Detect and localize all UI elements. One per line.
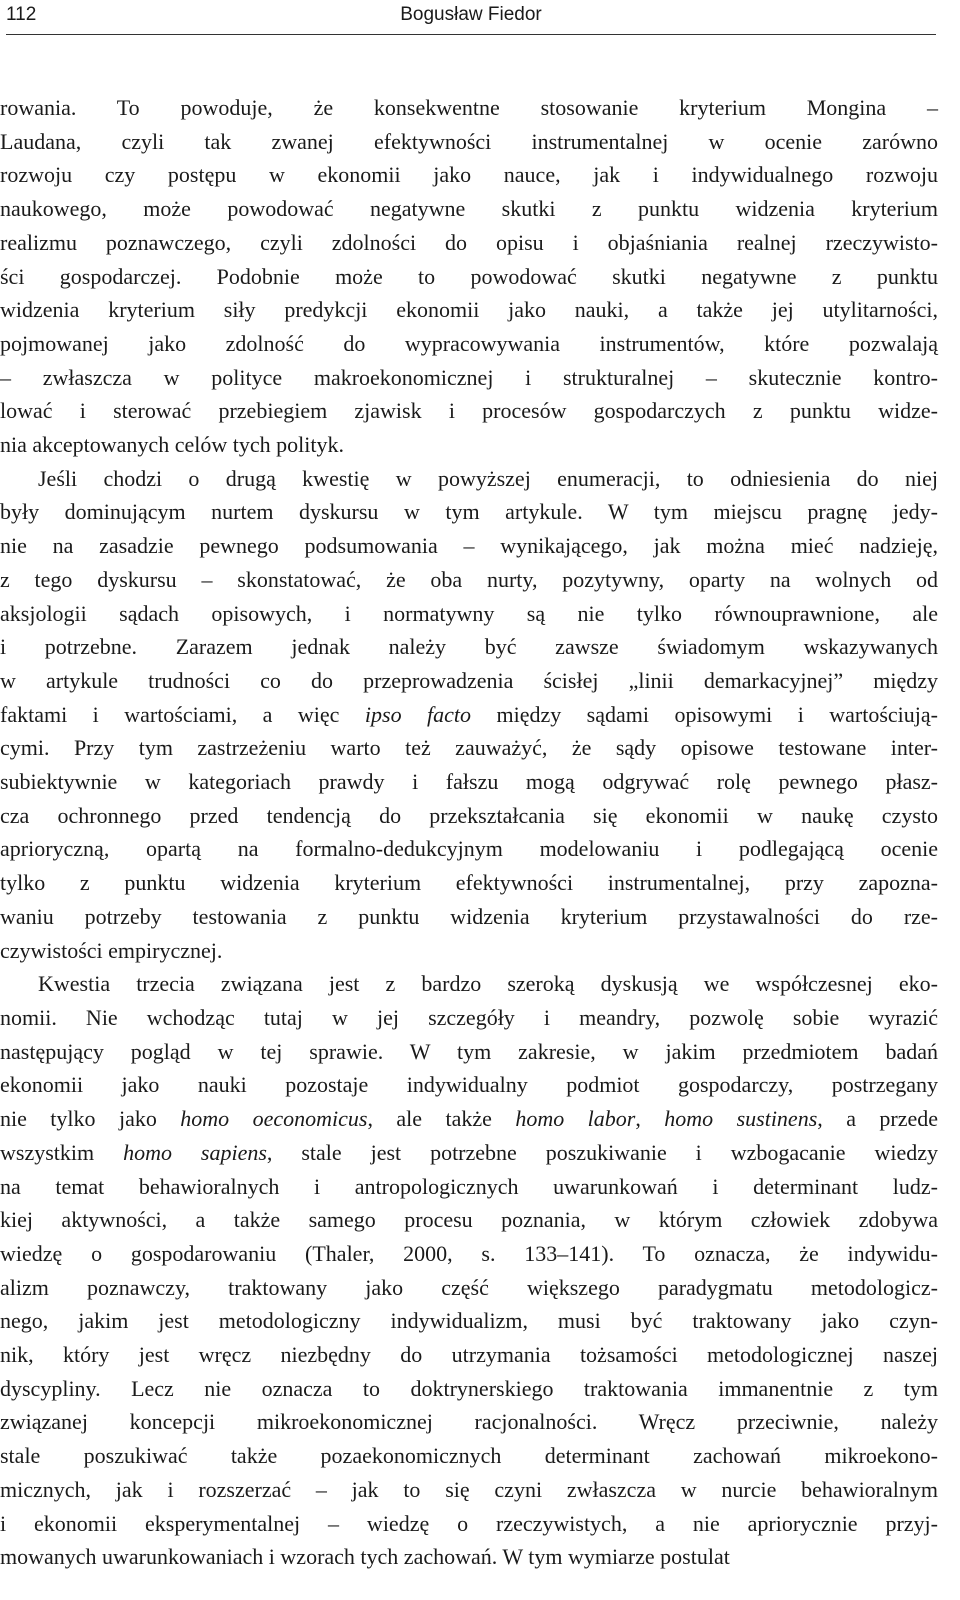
text-run: realizmu poznawczego, czyli zdolności do opisu i objaśniania realnej rzeczywisto-	[0, 229, 938, 255]
text-run: i potrzebne. Zarazem jednak należy być zawsze świadomym wskazywanych	[0, 634, 938, 660]
text-run: aprioryczną, opartą na formalno-dedukcyjnym modelowaniu i podlegającą ocenie	[0, 836, 938, 862]
text-line	[0, 832, 938, 866]
text-line	[0, 327, 938, 361]
text-line	[0, 495, 938, 529]
text-run: cza ochronnego przed tendencją do przekształcania się ekonomii w naukę czysto	[0, 802, 938, 828]
text-run: micznych, jak i rozszerzać – jak to się czyni zwłaszcza w nurcie behawioralnym	[0, 1476, 938, 1502]
text-line	[0, 1136, 938, 1170]
paragraph	[0, 91, 938, 462]
text-line	[0, 1271, 938, 1305]
text-run: następujący pogląd w tej sprawie. W tym zakresie, w jakim przedmiotem badań	[0, 1038, 938, 1064]
text-run: rowania. To powoduje, że konsekwentne stosowanie kryterium Mongina –	[0, 95, 938, 120]
text-line	[0, 1405, 938, 1439]
text-line	[0, 731, 938, 765]
text-line	[0, 226, 938, 260]
text-line	[0, 1170, 938, 1204]
text-run: wiedzę o gospodarowaniu (Thaler, 2000, s. 133–141). To oznacza, że indywidu-	[0, 1240, 938, 1266]
text-run: Kwestia trzecia związana jest z bardzo szeroką dyskusją we współczesnej eko-	[38, 971, 938, 997]
text-line	[0, 934, 938, 968]
running-head-author: Bogusław Fiedor	[400, 4, 542, 25]
text-line	[0, 1102, 938, 1136]
text-run: między sądami opisowymi i wartościują-	[471, 701, 938, 727]
text-line	[0, 260, 938, 294]
text-run: widzenia kryterium siły predykcji ekonomii jako nauki, a także jej utylitarności,	[0, 297, 938, 323]
text-line	[0, 361, 938, 395]
text-run: naukowego, może powodować negatywne skutki z punktu widzenia kryterium	[0, 196, 938, 222]
page-number: 112	[6, 4, 37, 25]
text-run: aksjologii sądach opisowych, i normatywny są nie tylko równouprawnione, ale	[0, 600, 938, 626]
text-line	[0, 1372, 938, 1406]
text-run: – zwłaszcza w polityce makroekonomicznej i strukturalnej – skutecznie kontro-	[0, 364, 938, 390]
text-line	[0, 462, 938, 496]
text-run: alizm poznawczy, traktowany jako część większego paradygmatu metodologicz-	[0, 1274, 938, 1300]
text-run: i ekonomii eksperymentalnej – wiedzę o rzeczywistych, a nie apriorycznie przyj-	[0, 1510, 938, 1536]
text-run: lować i sterować przebiegiem zjawisk i procesów gospodarczych z punktu widze-	[0, 398, 938, 424]
text-line	[0, 428, 938, 462]
running-head	[6, 2, 936, 32]
text-run: Jeśli chodzi o drugą kwestię w powyższej enumeracji, to odniesienia do niej	[38, 465, 938, 491]
paragraph	[0, 462, 938, 968]
text-line	[0, 967, 938, 1001]
text-run: cymi. Przy tym zastrzeżeniu warto też zauważyć, że sądy opisowe testowane inter-	[0, 735, 938, 761]
italic-term: ipso facto	[364, 701, 472, 727]
text-line	[0, 597, 938, 631]
text-run: w artykule trudności co do przeprowadzenia ścisłej „linii demarkacyjnej” między	[0, 667, 938, 693]
text-line	[0, 900, 938, 934]
text-line	[0, 563, 938, 597]
text-line	[0, 698, 938, 732]
italic-term: homo sapiens	[123, 1139, 267, 1165]
text-line	[0, 529, 938, 563]
text-run: związanej koncepcji mikroekonomicznej racjonalności. Wręcz przeciwnie, należy	[0, 1409, 938, 1435]
text-line	[0, 630, 938, 664]
text-line	[0, 664, 938, 698]
text-line	[0, 91, 938, 125]
text-run: waniu potrzeby testowania z punktu widzenia kryterium przystawalności do rze-	[0, 903, 938, 929]
header-rule	[6, 34, 936, 35]
text-run: nia akceptowanych celów tych polityk.	[0, 432, 344, 458]
text-run: były dominującym nurtem dyskursu w tym artykule. W tym miejscu pragnę jedy-	[0, 499, 938, 525]
text-run: faktami i wartościami, a więc	[0, 701, 365, 727]
text-run: wszystkim	[0, 1139, 124, 1165]
text-line	[0, 1540, 938, 1574]
text-line	[0, 799, 938, 833]
text-run: rozwoju czy postępu w ekonomii jako nauce, jak i indywidualnego rozwoju	[0, 162, 938, 188]
italic-term: homo sustinens	[664, 1106, 818, 1132]
text-line	[0, 1439, 938, 1473]
text-line	[0, 1068, 938, 1102]
text-line	[0, 125, 938, 159]
text-line	[0, 1237, 938, 1271]
text-line	[0, 866, 938, 900]
text-run: z tego dyskursu – skonstatować, że oba nurty, pozytywny, oparty na wolnych od	[0, 566, 938, 592]
text-line	[0, 1507, 938, 1541]
text-line	[0, 765, 938, 799]
text-line	[0, 394, 938, 428]
text-line	[0, 192, 938, 226]
text-run: ,	[635, 1106, 665, 1132]
text-run: ekonomii jako nauki pozostaje indywidualny podmiot gospodarczy, postrzegany	[0, 1072, 938, 1098]
italic-term: homo labor	[515, 1106, 636, 1132]
text-run: subiektywnie w kategoriach prawdy i fałszu mogą odgrywać rolę pewnego płasz-	[0, 769, 938, 795]
text-run: kiej aktywności, a także samego procesu poznania, w którym człowiek zdobywa	[0, 1207, 938, 1233]
text-line	[0, 293, 938, 327]
text-run: dyscypliny. Lecz nie oznacza to doktrynerskiego traktowania immanentnie z tym	[0, 1375, 938, 1401]
text-line	[0, 1203, 938, 1237]
text-line	[0, 1001, 938, 1035]
text-run: tylko z punktu widzenia kryterium efektywności instrumentalnej, przy zapozna-	[0, 870, 938, 896]
text-run: pojmowanej jako zdolność do wypracowywania instrumentów, które pozwalają	[0, 330, 938, 356]
text-run: mowanych uwarunkowaniach i wzorach tych zachowań. W tym wymiarze postulat	[0, 1544, 730, 1570]
text-run: nie tylko jako	[0, 1106, 181, 1132]
body-text	[0, 91, 938, 1574]
text-line	[0, 1304, 938, 1338]
text-run: , stale jest potrzebne poszukiwanie i wzbogacanie wiedzy	[266, 1139, 938, 1165]
italic-term: homo oeconomicus	[180, 1106, 368, 1132]
text-run: , ale także	[367, 1106, 516, 1132]
text-line	[0, 158, 938, 192]
text-line	[0, 1338, 938, 1372]
text-run: nego, jakim jest metodologiczny indywidualizm, musi być traktowany jako czyn-	[0, 1308, 938, 1334]
text-run: nie na zasadzie pewnego podsumowania – wynikającego, jak można mieć nadzieję,	[0, 533, 938, 559]
text-run: Laudana, czyli tak zwanej efektywności instrumentalnej w ocenie zarówno	[0, 128, 938, 154]
text-line	[0, 1035, 938, 1069]
text-run: na temat behawioralnych i antropologicznych uwarunkowań i determinant ludz-	[0, 1173, 938, 1199]
text-run: nik, który jest wręcz niezbędny do utrzymania tożsamości metodologicznej naszej	[0, 1342, 938, 1368]
text-run: stale poszukiwać także pozaekonomicznych determinant zachowań mikroekono-	[0, 1443, 938, 1469]
text-run: nomii. Nie wchodząc tutaj w jej szczegóły i meandry, pozwolę sobie wyrazić	[0, 1004, 938, 1030]
text-run: , a przede	[817, 1106, 939, 1132]
text-line	[0, 1473, 938, 1507]
paragraph	[0, 967, 938, 1574]
text-run: czywistości empirycznej.	[0, 937, 223, 963]
text-run: ści gospodarczej. Podobnie może to powodować skutki negatywne z punktu	[0, 263, 938, 289]
